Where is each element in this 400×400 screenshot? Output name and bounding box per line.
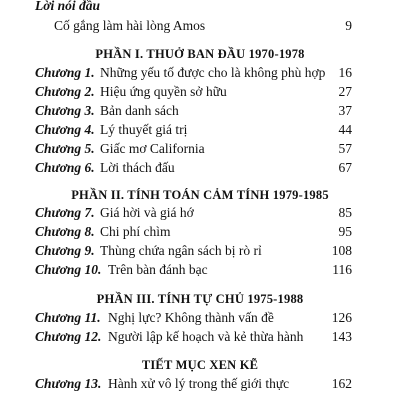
- chapter-label: Chương 8.: [35, 224, 95, 239]
- chapter-page: 44: [338, 122, 352, 137]
- chapter-label: Chương 6.: [35, 160, 95, 175]
- part-heading: PHẦN I. THUỞ BAN ĐẦU 1970-1978: [95, 47, 305, 61]
- chapter-title: Giấc mơ California: [100, 141, 205, 156]
- chapter-page: 67: [338, 160, 352, 175]
- chapter-label: Chương 1.: [35, 65, 95, 80]
- chapter-label: Chương 9.: [35, 243, 95, 258]
- chapter-label: Chương 13.: [35, 376, 102, 391]
- chapter-page: 116: [332, 262, 352, 277]
- chapter-page: 95: [338, 224, 352, 239]
- toc-entry: [0, 139, 400, 159]
- intro-entry-title: Cố gắng làm hài lòng Amos: [54, 18, 206, 33]
- chapter-label: Chương 7.: [35, 205, 95, 220]
- chapter-title: Giá hời và giá hớ: [100, 205, 194, 220]
- chapter-page: 16: [338, 65, 352, 80]
- toc-entry: [0, 101, 400, 121]
- part-heading: PHẦN III. TÍNH TỰ CHỦ 1975-1988: [96, 292, 304, 306]
- chapter-label: Chương 4.: [35, 122, 95, 137]
- chapter-page: 57: [338, 141, 352, 156]
- toc-entry: [0, 63, 400, 83]
- chapter-page: 162: [331, 376, 352, 391]
- chapter-title: Bản danh sách: [100, 103, 179, 118]
- chapter-label: Chương 12.: [35, 329, 102, 344]
- chapter-title: Chi phí chìm: [100, 224, 171, 239]
- chapter-page: 37: [338, 103, 352, 118]
- chapter-label: Chương 10.: [35, 262, 102, 277]
- toc-entry: [0, 327, 400, 347]
- toc-entry: [0, 222, 400, 242]
- chapter-label: Chương 3.: [35, 103, 95, 118]
- chapter-title: Hiệu ứng quyền sở hữu: [100, 84, 227, 99]
- intro-entry: [0, 16, 400, 36]
- chapter-page: 108: [331, 243, 352, 258]
- chapter-label: Chương 11.: [35, 310, 101, 325]
- intro-heading: Lời nói đầu: [35, 0, 101, 13]
- toc-entry: [0, 203, 400, 223]
- part-heading: TIẾT MỤC XEN KẼ: [141, 358, 259, 372]
- toc-entry: [0, 374, 400, 394]
- chapter-title: Những yếu tố được cho là không phù hợp: [100, 65, 326, 80]
- toc-entry: [0, 241, 400, 261]
- chapter-title: Lý thuyết giá trị: [100, 122, 188, 137]
- part-heading: PHẦN II. TÍNH TOÁN CẢM TÍNH 1979-1985: [71, 188, 329, 202]
- chapter-page: 143: [331, 329, 352, 344]
- chapter-title: Hành xử vô lý trong thế giới thực: [108, 376, 290, 391]
- toc-entry: [0, 308, 400, 328]
- chapter-page: 27: [338, 84, 352, 99]
- chapter-title: Nghị lực? Không thành vấn đề: [108, 310, 274, 325]
- toc-entry: [0, 158, 400, 178]
- chapter-title: Lời thách đấu: [100, 160, 175, 175]
- chapter-page: 126: [331, 310, 352, 325]
- chapter-label: Chương 5.: [35, 141, 95, 156]
- chapter-title: Thùng chứa ngân sách bị rò rỉ: [100, 243, 262, 258]
- toc-entry: [0, 120, 400, 140]
- chapter-title: Người lập kế hoạch và kẻ thừa hành: [108, 329, 304, 344]
- chapter-title: Trên bàn đánh bạc: [108, 262, 208, 277]
- toc-entry: [0, 260, 400, 280]
- toc-entry: [0, 82, 400, 102]
- chapter-page: 85: [338, 205, 352, 220]
- chapter-label: Chương 2.: [35, 84, 95, 99]
- intro-entry-page: 9: [345, 18, 352, 33]
- intro-heading-row: [0, 0, 400, 16]
